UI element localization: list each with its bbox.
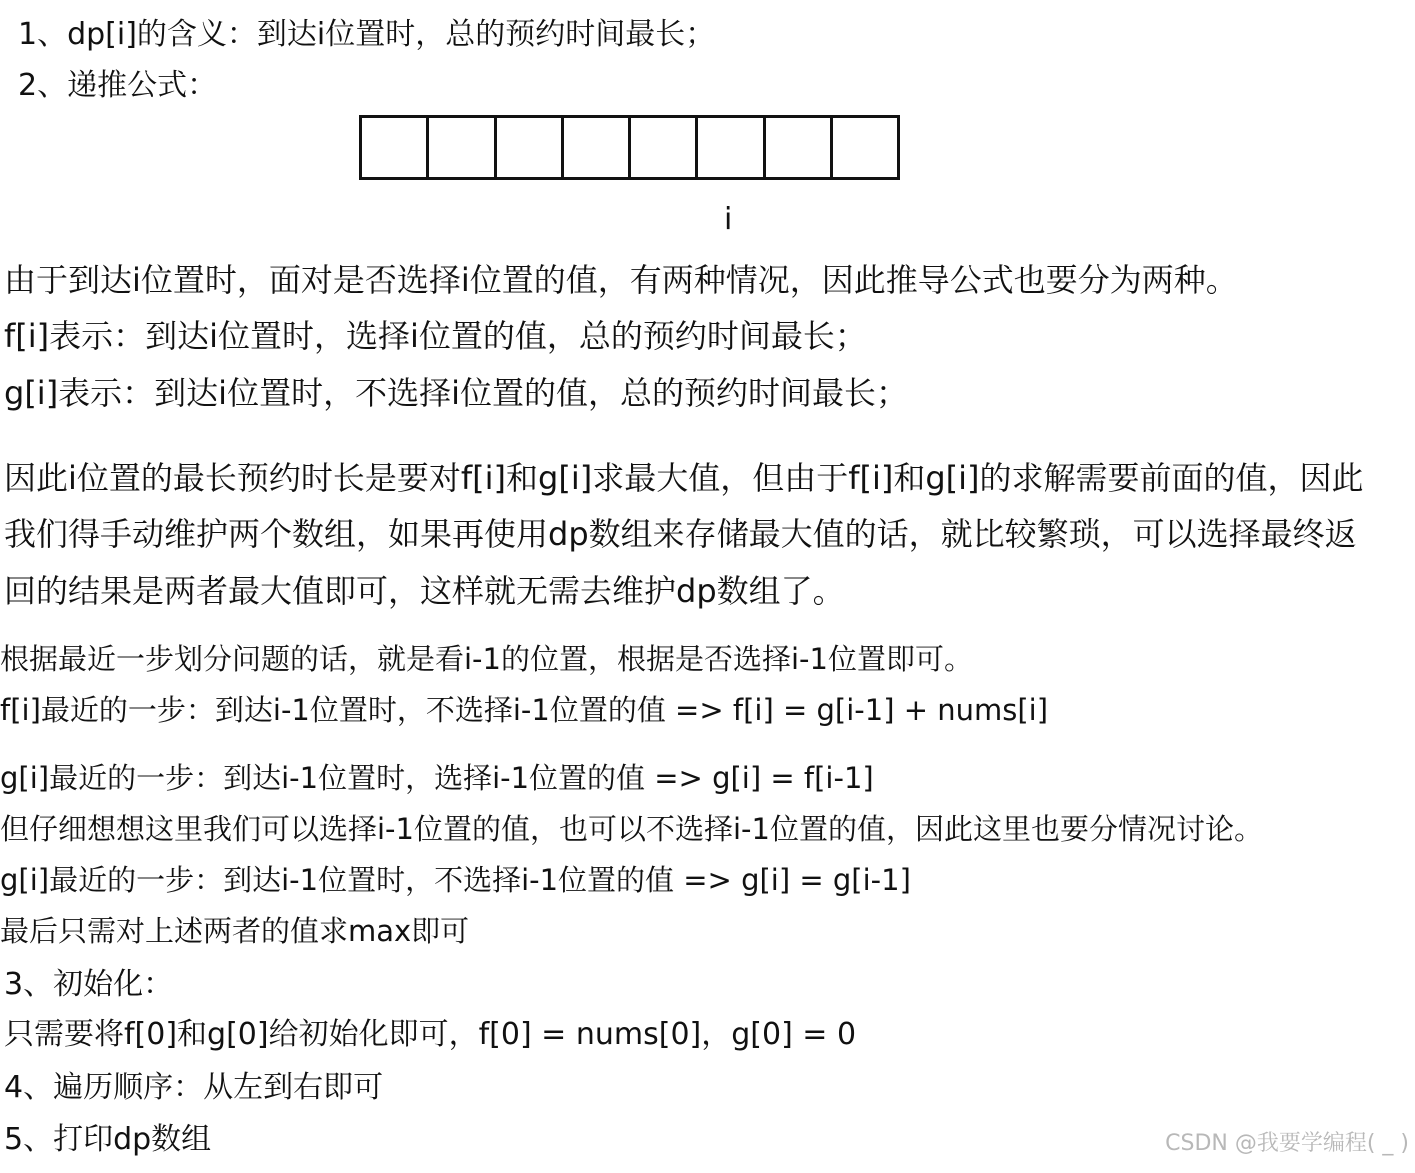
step-5-print: 5、打印dp数组 [4, 1122, 212, 1157]
f-rule: f[i]最近的一步：到达i-1位置时，不选择i-1位置的值 => f[i] = g[i-1] + nums[i] [0, 693, 1049, 727]
step-2-recurrence-heading: 2、递推公式： [18, 68, 218, 103]
dp-array-cell [429, 118, 496, 177]
dp-array-cell [766, 118, 833, 177]
conclusion-text: 最后只需对上述两者的值求max即可 [0, 914, 470, 948]
paragraph-line-3: 回的结果是两者最大值即可，这样就无需去维护dp数组了。 [4, 572, 845, 610]
index-label: i [724, 202, 733, 237]
intro-text: 由于到达i位置时，面对是否选择i位置的值，有两种情况，因此推导公式也要分为两种。 [4, 261, 1238, 299]
g-rule-not-select: g[i]最近的一步：到达i-1位置时，不选择i-1位置的值 => g[i] = g[i-1] [0, 863, 911, 897]
dp-array-cell [698, 118, 765, 177]
dp-array-cell [564, 118, 631, 177]
g-rule-select: g[i]最近的一步：到达i-1位置时，选择i-1位置的值 => g[i] = f[i-1] [0, 761, 874, 795]
watermark: CSDN @我要学编程( _ ) [1165, 1131, 1409, 1156]
dp-array-cell [497, 118, 564, 177]
step-4-traversal: 4、遍历顺序：从左到右即可 [4, 1070, 384, 1105]
note-text: 但仔细想想这里我们可以选择i-1位置的值，也可以不选择i-1位置的值，因此这里也要分情况讨论。 [0, 812, 1263, 846]
dp-array-cell [631, 118, 698, 177]
f-definition: f[i]表示：到达i位置时，选择i位置的值，总的预约时间最长； [4, 317, 867, 355]
paragraph-line-1: 因此i位置的最长预约时长是要对f[i]和g[i]求最大值，但由于f[i]和g[i]的求解需要前面的值，因此 [4, 459, 1364, 497]
split-text: 根据最近一步划分问题的话，就是看i-1的位置，根据是否选择i-1位置即可。 [0, 642, 973, 676]
dp-array-cell [362, 118, 429, 177]
dp-array-diagram [359, 115, 900, 180]
dp-array-cell [833, 118, 897, 177]
step-3-init-heading: 3、初始化： [4, 967, 174, 1002]
paragraph-line-2: 我们得手动维护两个数组，如果再使用dp数组来存储最大值的话，就比较繁琐，可以选择最终返 [4, 515, 1357, 553]
g-definition: g[i]表示：到达i位置时，不选择i位置的值，总的预约时间最长； [4, 374, 908, 412]
step-1-definition: 1、dp[i]的含义：到达i位置时，总的预约时间最长； [18, 17, 716, 52]
init-text: 只需要将f[0]和g[0]给初始化即可，f[0] = nums[0]，g[0] = 0 [4, 1017, 857, 1052]
